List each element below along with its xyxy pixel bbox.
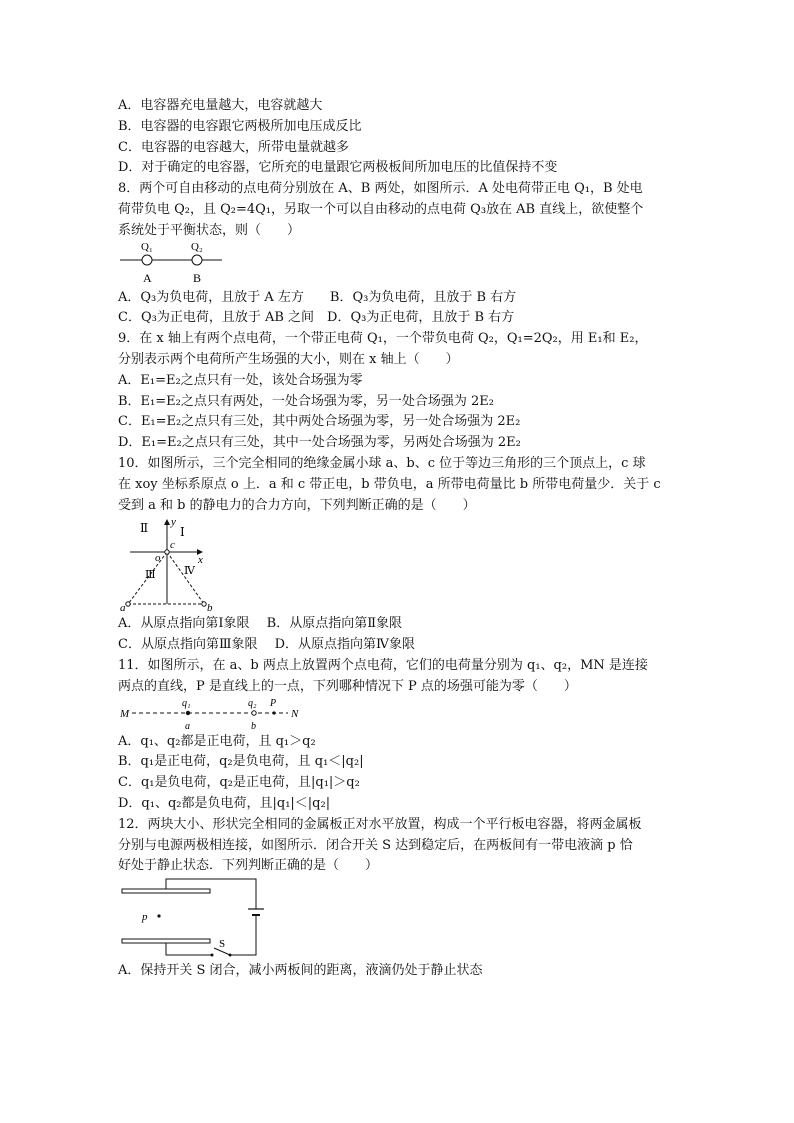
point-p-dot	[272, 711, 275, 714]
label-b: b	[251, 720, 256, 732]
q12-stem-line-1: 12．两块大小、形状完全相同的金属板正对水平放置，构成一个平行板电容器，将两金属板	[118, 816, 642, 832]
point-a-dot	[186, 710, 190, 714]
q10-figure	[118, 516, 678, 614]
point-b-dot	[252, 710, 256, 714]
droplet-p	[157, 915, 160, 918]
x-axis-label: x	[198, 554, 203, 567]
right-wire	[230, 915, 256, 955]
q8-stem-line-2: 荷带负电 Q₂，且 Q₂=4Q₁，另取一个可以自由移动的点电荷 Q₃放在 AB 直线上，欲使整个	[118, 201, 644, 217]
q10-options-row-2: C．从原点指向第Ⅲ象限 D．从原点指向第Ⅳ象限	[118, 637, 416, 653]
ball-a	[126, 602, 130, 606]
q10-stem-line-2: 在 xoy 坐标系原点 o 上．a 和 c 带正电，b 带负电，a 所带电荷量比 b 所带电荷量少．关于 c	[118, 476, 661, 492]
label-p: p	[142, 911, 148, 924]
q9-option-d: D．E₁=E₂之点只有三处，其中一处合场强为零，另两处合场强为 2E₂	[118, 435, 521, 451]
y-axis-label: y	[171, 516, 176, 529]
quadrant-iii-label: Ⅲ	[145, 569, 156, 582]
label-s: S	[219, 938, 226, 951]
q8-options-row-2: C．Q₃为正电荷，且放于 AB 之间 D．Q₃为正电荷，且放于 B 右方	[118, 310, 515, 326]
point-a-label: a	[120, 602, 126, 615]
q8-figure	[118, 242, 678, 288]
q11-option-c: C．q₁是负电荷，q₂是正电荷，且|q₁|＞q₂	[118, 775, 360, 791]
q9-option-a: A．E₁=E₂之点只有一处，该处合场强为零	[118, 372, 363, 388]
q11-figure	[118, 698, 678, 732]
point-o-label: o	[155, 552, 161, 565]
q11-line-diagram	[118, 698, 308, 732]
label-a: A	[143, 270, 152, 285]
label-q1: Q₁	[141, 241, 153, 253]
q11-option-d: D．q₁、q₂都是负电荷，且|q₁|＜|q₂|	[118, 795, 331, 811]
q11-option-b: B．q₁是正电荷，q₂是负电荷，且 q₁＜|q₂|	[118, 754, 364, 770]
q9-option-c: C．E₁=E₂之点只有三处，其中两处合场强为零，另一处合场强为 2E₂	[118, 414, 521, 430]
point-c-label: c	[170, 539, 175, 552]
q11-option-a: A．q₁、q₂都是正电荷，且 q₁＞q₂	[118, 733, 316, 749]
q12-stem-line-2: 分别与电源两极相连接，如图所示．闭合开关 S 达到稳定后，在两板间有一带电液滴 p 恰	[118, 837, 633, 853]
q8-stem-line-1: 8．两个可自由移动的点电荷分别放在 A、B 两处，如图所示．A 处电荷带正电 Q₁，B 处电	[118, 181, 643, 197]
q11-stem-line-1: 11．如图所示，在 a、b 两点上放置两个点电荷，它们的电荷量分别为 q₁、q₂，MN 是连接	[118, 657, 648, 673]
q8-options-row-1: A．Q₃为负电荷，且放于 A 左方 B．Q₃为负电荷，且放于 B 右方	[118, 289, 517, 305]
q8-stem-line-3: 系统处于平衡状态，则（ ）	[118, 222, 301, 238]
quadrant-iv-label: Ⅳ	[184, 565, 195, 578]
q10-options-row-1: A．从原点指向第Ⅰ象限 B．从原点指向第Ⅱ象限	[118, 616, 403, 632]
label-q2: Q₂	[191, 241, 203, 253]
q10-stem-line-3: 受到 a 和 b 的静电力的合力方向，下列判断正确的是（ ）	[118, 497, 476, 513]
document-page	[118, 96, 678, 982]
top-wire	[166, 879, 256, 909]
q12-option-a: A．保持开关 S 闭合，减小两板间的距离，液滴仍处于静止状态	[118, 963, 483, 979]
quadrant-i-label: Ⅰ	[180, 525, 185, 540]
quadrant-ii-label: Ⅱ	[140, 521, 149, 536]
q12-stem-line-3: 好处于静止状态．下列判断正确的是（ ）	[118, 858, 379, 874]
label-q1: q₁	[182, 697, 191, 709]
q9-stem-line-2: 分别表示两个电荷所产生场强的大小，则在 x 轴上（ ）	[118, 351, 459, 367]
ball-b	[202, 602, 206, 606]
q7-option-a: A．电容器充电量越大，电容就越大	[118, 98, 323, 113]
bottom-wire	[166, 943, 212, 955]
label-q2: q₂	[248, 697, 257, 709]
top-plate	[122, 889, 210, 893]
q8-charges-diagram	[118, 242, 238, 288]
q12-figure	[118, 877, 678, 961]
charge-b-circle	[192, 255, 202, 265]
q7-option-d: D．对于确定的电容器，它所充的电量跟它两极板间所加电压的比值保持不变	[118, 160, 558, 176]
point-b-label: b	[207, 602, 213, 615]
label-b: B	[193, 270, 202, 285]
q11-stem-line-2: 两点的直线，P 是直线上的一点，下列哪种情况下 P 点的场强可能为零（ ）	[118, 678, 577, 694]
q10-stem-line-1: 10．如图所示，三个完全相同的绝缘金属小球 a、b、c 位于等边三角形的三个顶点上，c 球	[118, 455, 646, 471]
label-p: P	[270, 697, 277, 709]
bottom-plate	[122, 939, 210, 943]
q7-option-b: B．电容器的电容跟它两极所加电压成反比	[118, 118, 362, 134]
q12-circuit-diagram	[118, 877, 278, 961]
q9-stem-line-1: 9．在 x 轴上有两个点电荷，一个带正电荷 Q₁，一个带负电荷 Q₂，Q₁=2Q₂，用 E₁和 E₂，	[118, 331, 648, 347]
label-a: a	[185, 720, 190, 732]
q10-triangle-diagram	[118, 516, 228, 614]
charge-a-circle	[142, 255, 152, 265]
q9-option-b: B．E₁=E₂之点只有两处，一处合场强为零，另一处合场强为 2E₂	[118, 393, 494, 409]
label-m: M	[120, 707, 130, 720]
switch-contact-right	[229, 954, 232, 957]
ball-c	[165, 550, 169, 554]
label-n: N	[291, 707, 299, 720]
q7-option-c: C．电容器的电容越大，所带电量就越多	[118, 139, 349, 155]
